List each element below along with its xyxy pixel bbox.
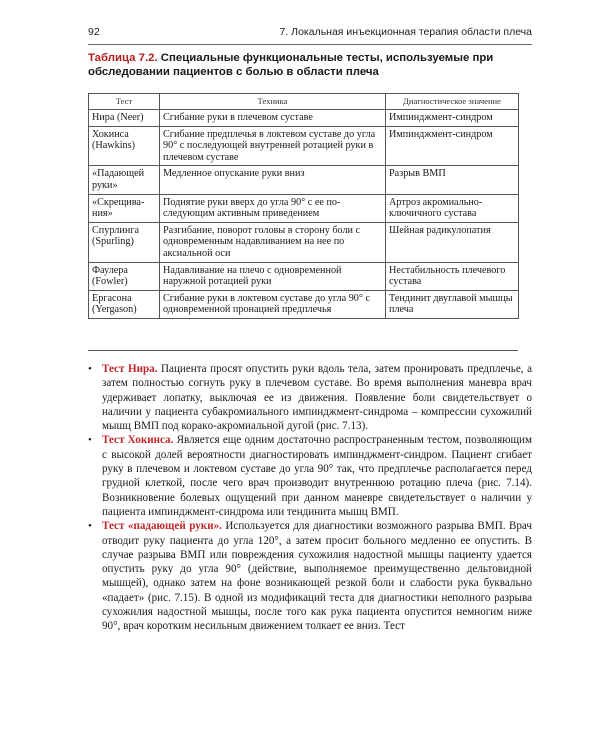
header-rule xyxy=(88,44,532,45)
cell-test: Ергасона (Yergason) xyxy=(89,290,160,318)
cell-value: Артроз акромиально-ключичного сустава xyxy=(386,194,519,222)
table-caption-text: Специальные функциональные тесты, используемые при обследовании пациентов с болью в области плеча xyxy=(88,52,494,78)
test-term: Тест Хокинса. xyxy=(102,434,174,447)
cell-technique: Сгибание руки в локтевом суставе до угла 90° с одновременной пронацией предплечья xyxy=(160,290,386,318)
table-caption xyxy=(88,52,532,79)
table-row xyxy=(89,222,519,262)
table-row xyxy=(89,290,519,318)
list-item xyxy=(88,519,532,633)
test-description: Является еще одним достаточно распространенным тестом, позволяющим с высокой долей вероятности диагностировать импинджмент-синдром. Пациент сгибает руку в плечевом и локтевом суставе до угла 90° так, что предплечье располагается перед грудной клеткой, после чего врач производит внутреннюю ротацию плеча (рис. 7.14). Возникновение болевых ощущений при данном маневре свидетельствует о наличии у пациента импинджмент-синдрома или тендинита мышц ВМП. xyxy=(102,434,532,518)
table-header-row xyxy=(89,94,519,110)
table-bottom-rule xyxy=(88,350,518,351)
table-row xyxy=(89,110,519,127)
cell-value: Шейная радикулопатия xyxy=(386,222,519,262)
test-term: Тест «падающей руки». xyxy=(102,520,222,533)
cell-technique: Сгибание руки в плечевом суставе xyxy=(160,110,386,127)
bullet-icon: • xyxy=(88,363,92,375)
cell-test: Спурлинга (Spurling) xyxy=(89,222,160,262)
running-title: 7. Локальная инъекционная терапия области плеча xyxy=(279,26,532,38)
page-number: 92 xyxy=(88,26,100,38)
cell-value: Нестабильность плечевого сустава xyxy=(386,262,519,290)
table-row xyxy=(89,166,519,194)
table-row xyxy=(89,126,519,166)
cell-value: Импинджмент-синдром xyxy=(386,110,519,127)
test-description: Пациента просят опустить руки вдоль тела, затем пронировать предплечье, а затем полностью согнуть руку в плечевом суставе. Во время выполнения маневра врач удерживает лопатку, выключая ее из движения. Появление боли свидетельствует о наличии у пациента субакромиального импинджмент-синдрома – компрессии сухожилий мышц ВМП под коракo-акромиальной дугой (рис. 7.13). xyxy=(102,363,532,433)
table-row xyxy=(89,262,519,290)
list-item xyxy=(88,433,532,519)
header-diagnostic-value: Диагностическое значение xyxy=(386,94,519,110)
test-description: Используется для диагностики возможного разрыва ВМП. Врач отводит руку пациента до угла 120°, а затем просит больного медленно ее опустить. В случае разрыва ВМП или повреждения сухожилия надостной мышцы пациенту удается опустить руку до угла 90° (действие, выполняемое преимущественно дельтовидной мышцей), однако затем на фоне возникающей резкой боли и слабости рука буквально «падает» (рис. 7.15). В одной из модификаций теста для диагностики неполного разрыва сухожилия надостной мышцы, после того как рука пациента опустится немногим ниже 90°, врач коротким несильным движением толкает ее вниз. Тест xyxy=(102,520,532,633)
cell-technique: Разгибание, поворот головы в сторону боли с одновременным надавливанием на нее по аксиальной оси xyxy=(160,222,386,262)
header-technique: Техника xyxy=(160,94,386,110)
cell-test: Фаулера (Fowler) xyxy=(89,262,160,290)
cell-value: Тендинит двуглавой мышцы плеча xyxy=(386,290,519,318)
cell-value: Импинджмент-синдром xyxy=(386,126,519,166)
bullet-icon: • xyxy=(88,434,92,447)
test-term: Тест Нира. xyxy=(102,363,158,375)
functional-tests-table xyxy=(88,93,519,319)
cell-technique: Надавливание на плечо с одновременной наружной ротацией руки xyxy=(160,262,386,290)
cell-technique: Медленное опускание руки вниз xyxy=(160,166,386,194)
cell-test: «Падающей руки» xyxy=(89,166,160,194)
cell-test: «Скрещива-ния» xyxy=(89,194,160,222)
list-item xyxy=(88,362,532,433)
body-text xyxy=(88,362,532,634)
table-caption-lead: Таблица 7.2. xyxy=(88,52,158,64)
bullet-icon: • xyxy=(88,520,92,533)
table-row xyxy=(89,194,519,222)
cell-value: Разрыв ВМП xyxy=(386,166,519,194)
header-test: Тест xyxy=(89,94,160,110)
cell-test: Нира (Neer) xyxy=(89,110,160,127)
cell-test: Хокинса (Hawkins) xyxy=(89,126,160,166)
cell-technique: Сгибание предплечья в локтевом суставе до угла 90° с последующей внутренней ротацией руки в плечевом суставе xyxy=(160,126,386,166)
cell-technique: Поднятие руки вверх до угла 90° с ее по-следующим активным приведением xyxy=(160,194,386,222)
